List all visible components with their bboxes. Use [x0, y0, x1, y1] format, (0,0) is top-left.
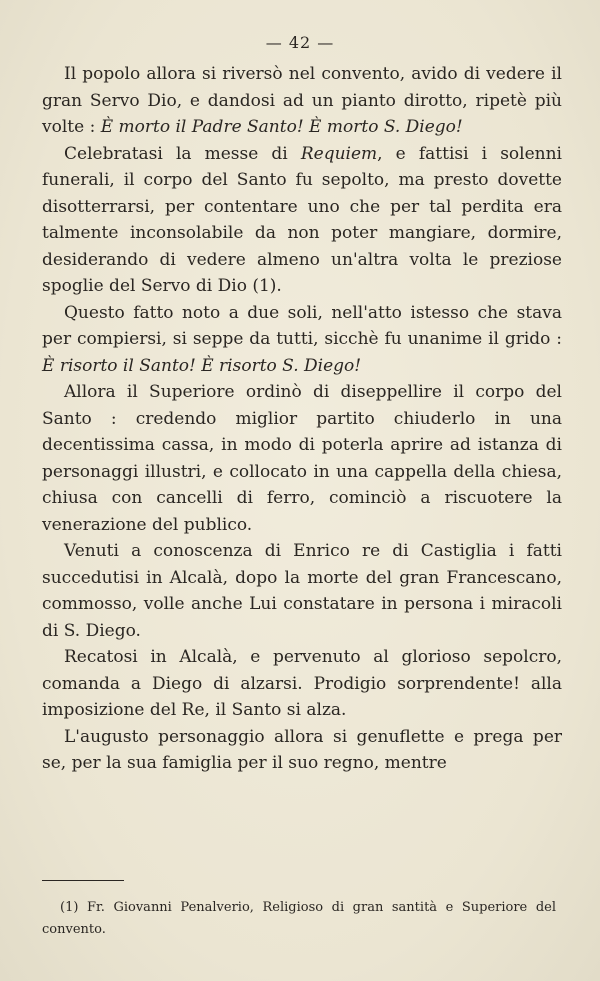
paragraph-2-italic: Requiem — [300, 143, 378, 164]
paragraph-1-text: Il popolo allora si riversò nel convento, avido di vedere il gran Servo Dio, e dandosi ad un pianto dirotto, ripetè più volte : — [42, 64, 562, 137]
paragraph-5: Venuti a conoscenza di Enrico re di Castiglia i fatti succedutisi in Alcalà, dopo la morte del gran Francescano, commosso, volle anche Lui constatare in persona i miracoli di S. Diego. — [42, 541, 562, 641]
paragraph-3 — [42, 300, 562, 380]
footnote-divider — [42, 880, 124, 881]
paragraph-3-text: Questo fatto noto a due soli, nell'atto istesso che stava per compiersi, si seppe da tutti, sicchè fu unanime il grido : — [42, 302, 562, 349]
body-text — [42, 61, 562, 777]
paragraph-3-italic: È risorto il Santo! È risorto S. Diego! — [42, 355, 362, 376]
paragraph-2 — [42, 141, 562, 300]
paragraph-6: Recatosi in Alcalà, e pervenuto al glorioso sepolcro, comanda a Diego di alzarsi. Prodigio sorprendente! alla imposizione del Re, il Santo si alza. — [42, 647, 562, 720]
paragraph-7: L'augusto personaggio allora si genuflette e prega per se, per la sua famiglia per il suo regno, mentre — [42, 726, 562, 773]
footnote: (1) Fr. Giovanni Penalverio, Religioso di gran santità e Superiore del convento. — [42, 900, 556, 937]
paragraph-1 — [42, 61, 562, 141]
paragraph-1-italic: È morto il Padre Santo! È morto S. Diego! — [100, 117, 463, 137]
page-number: — 42 — — [265, 33, 335, 52]
paragraph-2-text-start: Celebratasi la messe di — [64, 143, 301, 164]
paragraph-4: Allora il Superiore ordinò di diseppellire il corpo del Santo : credendo miglior partito chiuderlo in una decentissima cassa, in modo di poterla aprire ad istanza di personaggi illustri, e collocato in una cappella della chiesa, chiusa con cancelli di ferro, cominciò a riscuotere la venerazione del publico. — [42, 382, 562, 535]
paragraph-2-text-end: , e fattisi i solenni funerali, il corpo del Santo fu sepolto, ma presto dovette disotterrarsi, per contentare uno che per tal perdita era talmente inconsolabile da non poter mangiare, dormire, desiderando di vedere almeno un'altra volta le preziose spoglie del Servo di Dio (1). — [42, 143, 562, 296]
